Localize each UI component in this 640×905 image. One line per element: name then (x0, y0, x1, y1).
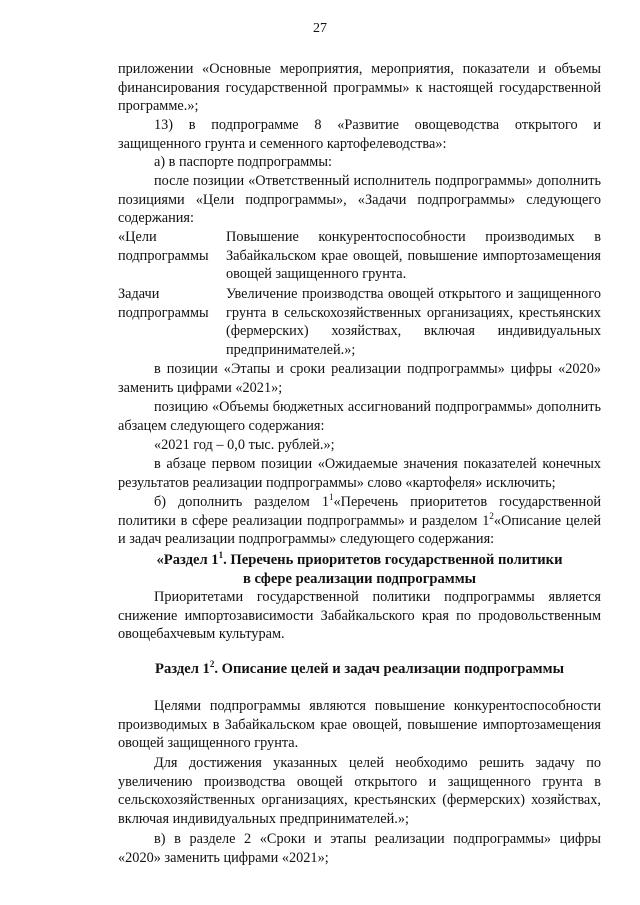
section-heading-1-1 (118, 551, 601, 588)
text-run: «Перечень приоритетов государственной политики в сфере реализации подпрограммы» и разделом 1 (118, 494, 601, 529)
heading-line: в сфере реализации подпрограммы (242, 570, 477, 587)
paragraph-tasks (118, 754, 601, 829)
superscript: 1 (328, 492, 334, 503)
paragraph-stages (118, 360, 601, 397)
superscript: 1 (218, 550, 224, 561)
paragraph-text: Для достижения указанных целей необходимо решить задачу по увеличению производства овощей открытого и защищенного грунта в сельскохозяйственных организациях, крестьянских (фермерских) хозяйствах, включая индивидуальных предпринимателей.»; (118, 755, 601, 828)
paragraph-text: 13) в подпрограмме 8 «Развитие овощеводства открытого и защищенного грунта и семенного картофелеводства»: (118, 117, 601, 152)
superscript: 2 (209, 659, 215, 670)
section-heading-1-2 (118, 660, 601, 679)
text-run: . Описание целей и задач реализации подпрограммы (214, 661, 564, 677)
heading-line (118, 660, 601, 679)
paragraph-budget (118, 398, 601, 435)
paragraph-text: в позиции «Этапы и сроки реализации подпрограммы» цифры «2020» заменить цифрами «2021»; (118, 361, 601, 396)
definition-tasks (118, 285, 601, 360)
definition-label: Задачи подпрограммы (118, 286, 209, 321)
paragraph-section-2 (118, 830, 601, 867)
paragraph-text: после позиции «Ответственный исполнитель подпрограммы» дополнить позициями «Цели подпрограммы», «Задачи подпрограммы» следующего содержания: (118, 173, 601, 227)
paragraph-appendix-ref (118, 60, 601, 116)
paragraph-text: позицию «Объемы бюджетных ассигнований подпрограммы» дополнить абзацем следующего содержания: (118, 399, 601, 434)
page-number: 27 (313, 21, 327, 36)
paragraph-expected-values (118, 455, 601, 492)
text-run: «Раздел 1 (156, 552, 219, 568)
paragraph-text: Целями подпрограммы являются повышение конкурентоспособности производимых в Забайкальском крае овощей, повышение импортозамещения овощей защищенного грунта. (118, 698, 601, 752)
definition-goals (118, 228, 601, 284)
paragraph-text (118, 493, 601, 549)
heading-line (118, 551, 601, 570)
text-run: «Описание целей и задач реализации подпрограммы» следующего содержания: (118, 512, 601, 548)
text-run: . Перечень приоритетов государственной политики (223, 552, 563, 568)
paragraph-text: приложении «Основные мероприятия, мероприятия, показатели и объемы финансирования государственной программы» к настоящей государственной программе.»; (118, 61, 601, 115)
paragraph-passport (118, 153, 601, 172)
paragraph-add-sections (118, 493, 601, 549)
paragraph-year-2021 (118, 436, 601, 455)
paragraph-priorities (118, 588, 601, 644)
paragraph-text: в абзаце первом позиции «Ожидаемые значения показателей конечных результатов реализации подпрограммы» слово «картофеля» исключить; (118, 456, 601, 491)
definition-value: Увеличение производства овощей открытого и защищенного грунта в сельскохозяйственных организациях, крестьянских (фермерских) хозяйствах, включая индивидуальных предпринимателей.»; (226, 286, 601, 359)
paragraph-text: Приоритетами государственной политики подпрограммы является снижение импортозависимости Забайкальского края по продовольственным овощебахчевым культурам. (118, 589, 601, 643)
paragraph-text: в) в разделе 2 «Сроки и этапы реализации подпрограммы» цифры «2020» заменить цифрами «2021»; (118, 831, 601, 866)
definition-label: «Цели подпрограммы (118, 229, 209, 264)
text-run: Раздел 1 (155, 661, 210, 677)
paragraph-text: «2021 год – 0,0 тыс. рублей.»; (154, 437, 335, 453)
definition-value: Повышение конкурентоспособности производимых в Забайкальском крае овощей, повышение импортозамещения овощей защищенного грунта. (226, 229, 601, 283)
paragraph-add-positions (118, 172, 601, 228)
paragraph-subprogram-8 (118, 116, 601, 153)
paragraph-text: а) в паспорте подпрограммы: (154, 154, 332, 170)
paragraph-goals (118, 697, 601, 753)
text-run: б) дополнить разделом 1 (154, 494, 329, 510)
superscript: 2 (489, 510, 494, 521)
